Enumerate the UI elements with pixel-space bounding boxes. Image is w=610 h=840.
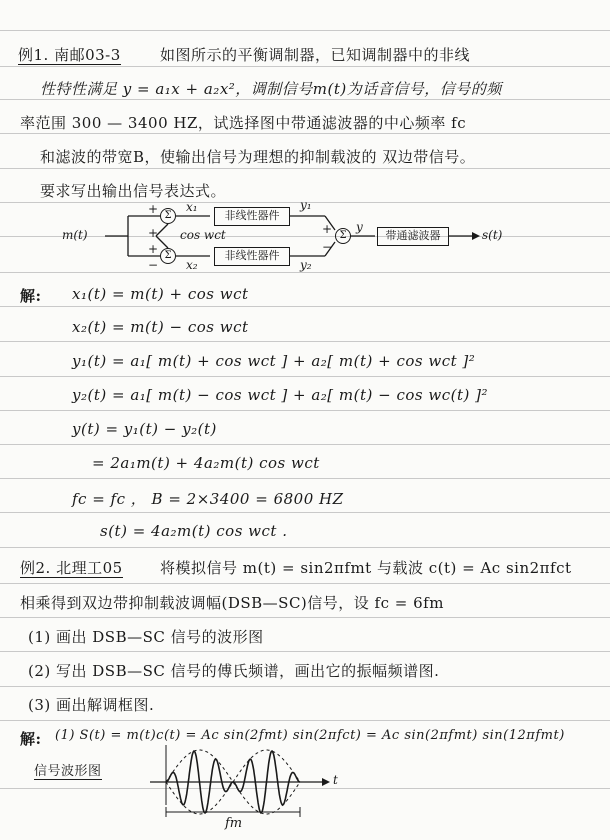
sol1-eq2: x₂(t) = m(t) − cos wct (72, 318, 249, 336)
sol1-eq6: = 2a₁m(t) + 4a₂m(t) cos wct (92, 454, 320, 472)
time-axis-arrow (322, 778, 330, 786)
sol1-eq5: y(t) = y₁(t) − y₂(t) (72, 420, 217, 438)
y2-label: y₂ (300, 258, 312, 272)
nonlinear-device-2: 非线性器件 (214, 247, 290, 266)
sum-node-2: Σ (160, 248, 176, 264)
ex1-line2: 性特性满足 y = a₁x + a₂x²，调制信号m(t)为话音信号，信号的频 (40, 80, 502, 98)
output-label: s(t) (482, 228, 503, 242)
minus-1: − (148, 258, 159, 272)
bandpass-filter: 带通滤波器 (377, 227, 449, 246)
input-label: m(t) (62, 228, 88, 242)
ex1-line3: 率范围 300 — 3400 HZ，试选择图中带通滤波器的中心频率 fc (20, 114, 467, 132)
nonlinear-device-1: 非线性器件 (214, 207, 290, 226)
ex1-line1: 如图所示的平衡调制器，已知调制器中的非线 (160, 46, 471, 64)
minus-2: − (322, 240, 333, 254)
sol1-eq8: s(t) = 4a₂m(t) cos wct . (100, 522, 288, 540)
t-axis-label: t (333, 773, 338, 787)
ex1-header: 例1. 南邮03-3 (18, 46, 121, 64)
y1-label: y₁ (300, 198, 312, 212)
x1-label: x₁ (186, 200, 198, 214)
plus-1: + (148, 202, 159, 216)
sol1-eq1: x₁(t) = m(t) + cos wct (72, 285, 249, 303)
plus-3: + (148, 242, 159, 256)
ex1-line5: 要求写出输出信号表达式。 (40, 182, 227, 200)
ex1-line4: 和滤波的带宽B，使输出信号为理想的抑制载波的 双边带信号。 (40, 148, 476, 166)
sol1-eq7: fc = fc ， B = 2×3400 = 6800 HZ (72, 490, 344, 508)
plus-2: + (148, 226, 159, 240)
sol1-eq4: y₂(t) = a₁[ m(t) − cos wct ] + a₂[ m(t) − cos wc(t) ]² (72, 386, 488, 404)
sum-node-1: Σ (160, 208, 176, 224)
sum-node-3: Σ (335, 228, 351, 244)
ex2-item1: (1) 画出 DSB—SC 信号的波形图 (28, 628, 264, 646)
ex2-item3: (3) 画出解调框图. (28, 696, 155, 714)
plus-4: + (322, 222, 333, 236)
sol2-label: 解: (20, 730, 42, 748)
ex2-line2: 相乘得到双边带抑制载波调幅(DSB—SC)信号，设 fc = 6fm (20, 594, 444, 612)
y-label: y (356, 220, 363, 234)
wave-label: 信号波形图 (34, 764, 102, 779)
fm-label: fm (225, 816, 243, 831)
ex2-line1: 将模拟信号 m(t) = sin2πfmt 与载波 c(t) = Ac sin2πfct (160, 559, 572, 577)
ex2-item2: (2) 写出 DSB—SC 信号的傅氏频谱，画出它的振幅频谱图. (28, 662, 440, 680)
carrier-label: cos wct (180, 228, 226, 242)
sol1-eq3: y₁(t) = a₁[ m(t) + cos wct ] + a₂[ m(t) + cos wct ]² (72, 352, 476, 370)
sol2-eq1: (1) S(t) = m(t)c(t) = Ac sin(2fmt) sin(2πfct) = Ac sin(2πfmt) sin(12πfmt) (55, 728, 565, 743)
sol1-label: 解: (20, 287, 42, 305)
x2-label: x₂ (186, 258, 198, 272)
ex2-header: 例2. 北理工05 (20, 559, 123, 577)
